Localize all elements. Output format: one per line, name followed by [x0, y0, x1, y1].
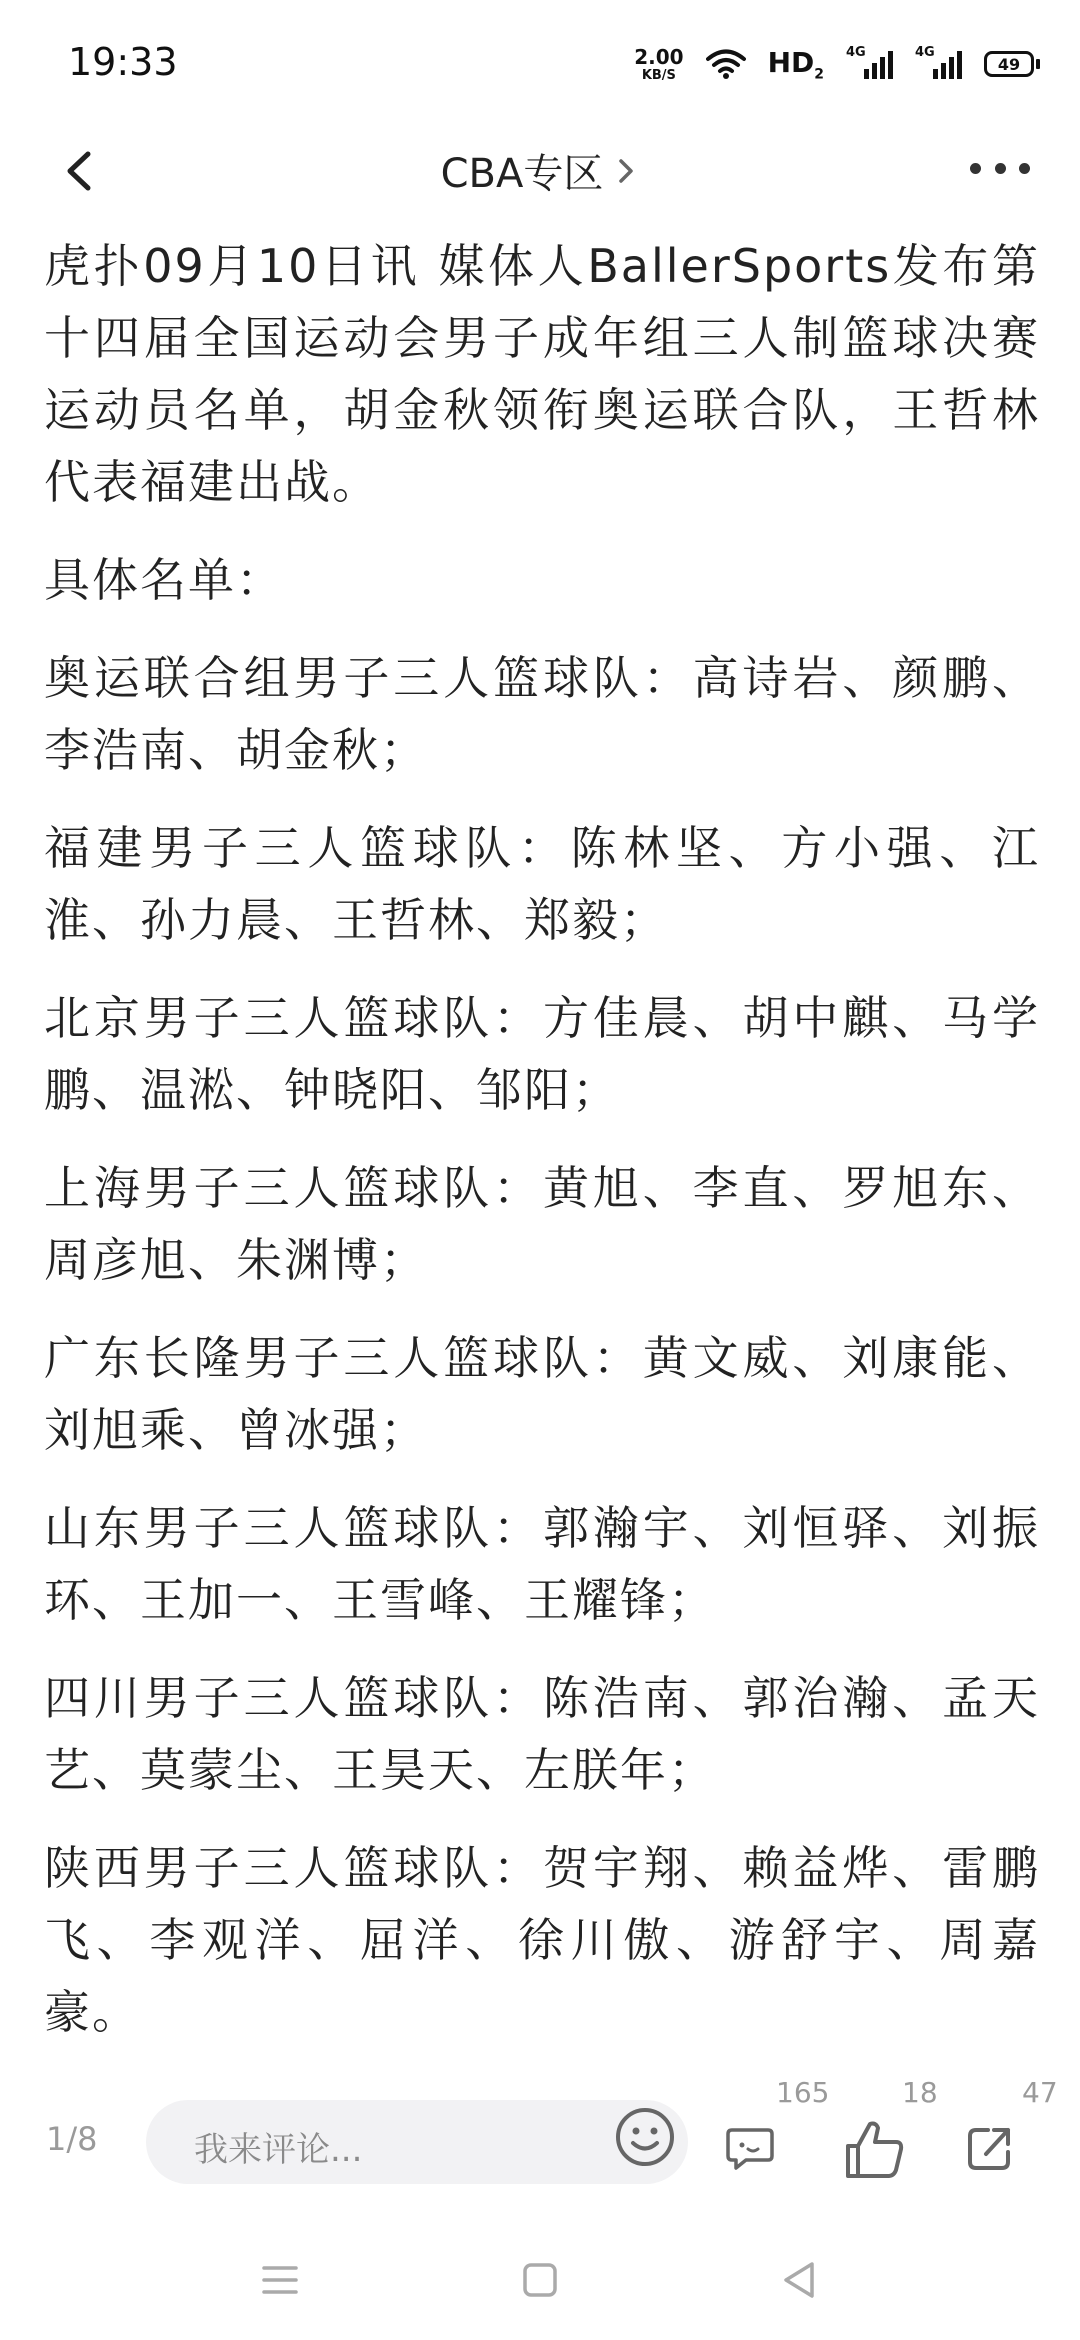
- signal-1-label: 4G: [846, 45, 866, 60]
- system-navigation-bar: [0, 2230, 1080, 2340]
- share-count: 47: [1022, 2076, 1058, 2109]
- battery-icon: [984, 51, 1040, 77]
- status-time: 19:33: [68, 40, 178, 84]
- article-paragraph: 福建男子三人篮球队：陈林坚、方小强、江淮、孙力晨、王哲林、郑毅；: [44, 821, 1040, 947]
- thumbs-up-icon: [838, 2112, 912, 2186]
- share-icon: [962, 2120, 1018, 2176]
- top-header: [0, 120, 1080, 220]
- article-paragraph: 陕西男子三人篮球队：贺宇翔、赖益烨、雷鹏飞、李观洋、屈洋、徐川傲、游舒宇、周嘉豪。: [44, 1841, 1040, 2039]
- chevron-right-icon: [613, 151, 639, 191]
- smiley-icon: [612, 2104, 678, 2170]
- nav-menu-button[interactable]: [250, 2250, 310, 2310]
- status-bar: [0, 0, 1080, 120]
- article-paragraph: 山东男子三人篮球队：郭瀚宇、刘恒驿、刘振环、王加一、王雪峰、王耀锋；: [44, 1501, 1040, 1627]
- article-body: [44, 230, 1040, 2074]
- comments-button[interactable]: [720, 2068, 830, 2208]
- bottom-action-bar: [0, 2068, 1080, 2208]
- page-title: CBA专区: [440, 151, 604, 197]
- share-button[interactable]: [962, 2068, 1072, 2208]
- nav-back-button[interactable]: [770, 2250, 830, 2310]
- more-button[interactable]: [970, 148, 1030, 188]
- like-count: 18: [902, 2076, 938, 2109]
- article-paragraph: 具体名单：: [44, 553, 284, 607]
- page-indicator: 1/8: [46, 2120, 98, 2158]
- article-paragraph: 奥运联合组男子三人篮球队：高诗岩、颜鹏、李浩南、胡金秋；: [44, 651, 1040, 777]
- signal-2-label: 4G: [915, 45, 935, 60]
- battery-level: 49: [984, 51, 1034, 77]
- emoji-button[interactable]: [612, 2104, 678, 2170]
- wifi-icon: [706, 48, 746, 80]
- hd-indicator: [768, 46, 824, 83]
- signal-2-icon: [915, 45, 962, 79]
- network-speed: [634, 44, 684, 83]
- signal-1-icon: [846, 45, 893, 79]
- comment-input[interactable]: [146, 2100, 688, 2184]
- comment-placeholder: 我来评论...: [194, 2130, 363, 2170]
- triangle-back-icon: [770, 2250, 830, 2310]
- square-home-icon: [510, 2250, 570, 2310]
- hd-sub: 2: [814, 66, 824, 83]
- nav-home-button[interactable]: [510, 2250, 570, 2310]
- menu-icon: [250, 2250, 310, 2310]
- section-title-link[interactable]: [0, 142, 1080, 199]
- like-button[interactable]: [838, 2068, 958, 2208]
- article-paragraph: 上海男子三人篮球队：黄旭、李直、罗旭东、周彦旭、朱渊博；: [44, 1161, 1040, 1287]
- network-speed-value: 2.00: [634, 44, 684, 69]
- status-icons: [634, 44, 1040, 84]
- network-speed-unit: KB/S: [641, 67, 676, 83]
- article-paragraph: 广东长隆男子三人篮球队：黄文威、刘康能、刘旭乘、曾冰强；: [44, 1331, 1040, 1457]
- comment-count: 165: [776, 2076, 830, 2109]
- article-paragraph: 四川男子三人篮球队：陈浩南、郭治瀚、孟天艺、莫蒙尘、王昊天、左朕年；: [44, 1671, 1040, 1797]
- hd-label: HD: [767, 45, 815, 79]
- comment-bubble-icon: [720, 2120, 780, 2176]
- article-lead-paragraph: 虎扑09月10日讯 媒体人BallerSports发布第十四届全国运动会男子成年组三人制篮球决赛运动员名单，胡金秋领衔奥运联合队，王哲林代表福建出战。: [44, 239, 1040, 509]
- more-dots-icon: [970, 163, 981, 174]
- article-paragraph: 北京男子三人篮球队：方佳晨、胡中麒、马学鹏、温淞、钟晓阳、邹阳；: [44, 991, 1040, 1117]
